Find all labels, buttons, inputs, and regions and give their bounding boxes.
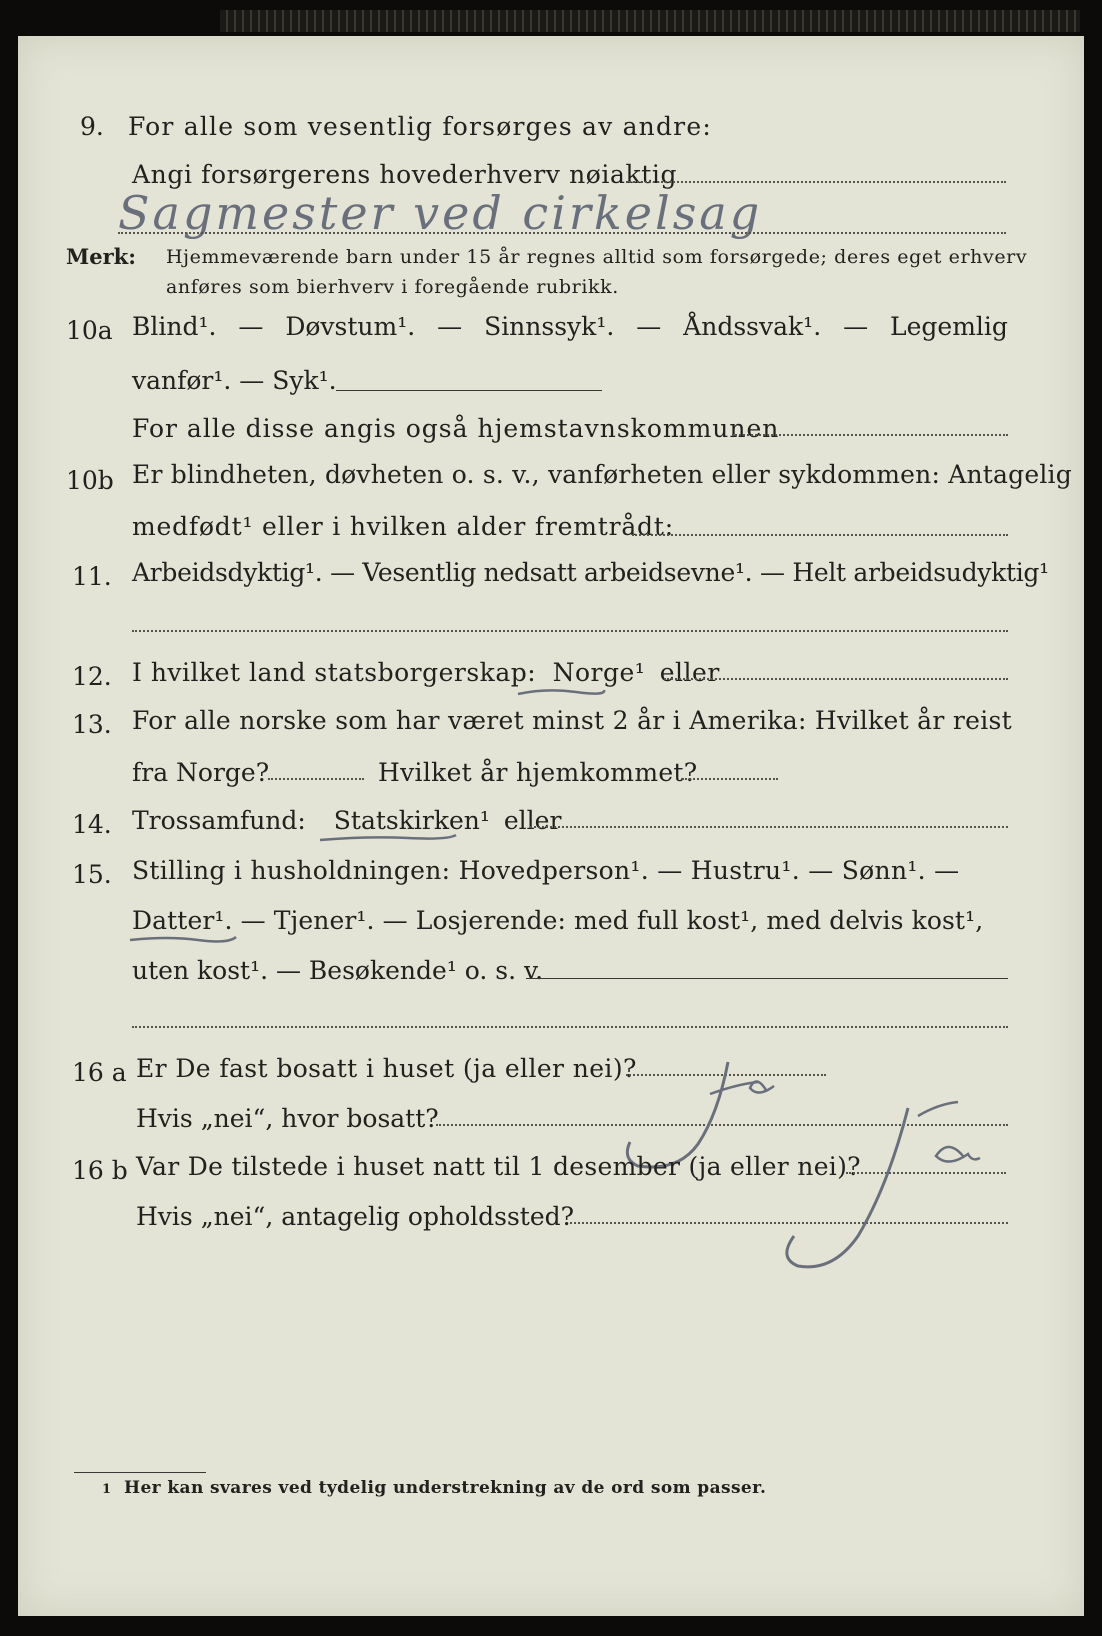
q10a-dash: — (843, 312, 869, 341)
q14-fill-line (530, 826, 1008, 828)
q10a-line1 (132, 312, 1008, 341)
q10a-dash: — (238, 312, 264, 341)
q9-line2: Angi forsørgerens hovederhverv nøiaktig (132, 160, 678, 189)
q11-line1: Arbeidsdyktig¹. — Vesentlig nedsatt arbeidsevne¹. — Helt arbeidsudyktig¹ (132, 558, 1049, 587)
q14-statskirken: Statskirken¹ (333, 806, 490, 835)
merk-label: Merk: (66, 244, 136, 269)
q10b-line1: Er blindheten, døvheten o. s. v., vanførheten eller sykdommen: Antagelig (132, 460, 1072, 489)
q16b-answer (918, 1146, 919, 1147)
q12-underline-mark (516, 686, 606, 698)
q12-fill-line (664, 678, 1008, 680)
q16a-line1: Er De fast bosatt i huset (ja eller nei)? (136, 1054, 637, 1083)
q12-number: 12. (72, 662, 112, 691)
census-form-page (18, 36, 1084, 1616)
q12-suffix: eller (659, 658, 720, 687)
q12-norge: Norge¹ (552, 658, 646, 687)
q13-line1: For alle norske som har været minst 2 år i Amerika: Hvilket år reist (132, 706, 1013, 735)
q10a-number: 10a (66, 316, 113, 345)
q15-line3: uten kost¹. — Besøkende¹ o. s. v. (132, 956, 544, 985)
page-top-edge (220, 10, 1080, 32)
q9-fill-line (626, 181, 1006, 183)
q10a-word: Legemlig (890, 312, 1008, 341)
q13-year-return-fill (682, 778, 778, 780)
q10a-dash: — (437, 312, 463, 341)
q15-line2-rest: — Tjener¹. — Losjerende: med full kost¹, med delvis kost¹, (240, 906, 984, 935)
q16b-number: 16 b (72, 1156, 128, 1185)
footnote-text: Her kan svares ved tydelig understrekning av de ord som passer. (124, 1478, 767, 1498)
q10a-line3: For alle disse angis også hjemstavnskommunen (132, 414, 780, 443)
q14-suffix: eller (503, 806, 562, 835)
q15-line1: Stilling i husholdningen: Hovedperson¹. — Hustru¹. — Sønn¹. — (132, 856, 960, 885)
q13-line2b: Hvilket år hjemkommet? (378, 758, 698, 787)
merk-line2: anføres som bierhverv i foregående rubrikk. (166, 276, 619, 298)
q12-prefix: I hvilket land statsborgerskap: (132, 658, 537, 687)
q10a-hometown-fill (732, 434, 1008, 436)
q10b-number: 10b (66, 466, 114, 495)
q10a-word: Sinnssyk¹. (484, 312, 615, 341)
q10a-line2: vanfør¹. — Syk¹. (132, 366, 337, 395)
q16a-number: 16 a (72, 1058, 127, 1087)
q16a-answer (738, 1048, 739, 1049)
merk-line1: Hjemmeværende barn under 15 år regnes alltid som forsørgede; deres eget erhverv (166, 246, 1028, 268)
q10b-fill-line (632, 534, 1008, 536)
q15-datter: Datter¹. (132, 906, 233, 935)
q10a-fill-line (336, 390, 602, 391)
q9-line1: For alle som vesentlig forsørges av andre: (128, 112, 712, 141)
q14-prefix: Trossamfund: (132, 806, 306, 835)
q15-line2 (132, 906, 983, 935)
q13-year-left-fill (268, 778, 364, 780)
q9-number: 9. (80, 112, 104, 141)
q10b-line2: medfødt¹ eller i hvilken alder fremtrådt: (132, 512, 674, 541)
q13-number: 13. (72, 710, 112, 739)
q12-line (132, 658, 720, 687)
q11-fill-line (132, 630, 1008, 632)
q10a-word: Døvstum¹. (285, 312, 416, 341)
q15-underline-mark (128, 932, 238, 946)
q10a-word: Åndssvak¹. (683, 312, 822, 341)
q9-handwritten-answer: Sagmester ved cirkelsag (118, 186, 763, 240)
q16b-line2: Hvis „nei“, antagelig opholdssted? (136, 1202, 575, 1231)
q16a-line2: Hvis „nei“, hvor bosatt? (136, 1104, 439, 1133)
q14-line (132, 806, 561, 835)
q16b-line1: Var De tilstede i huset natt til 1 desember (ja eller nei)? (136, 1152, 861, 1181)
q15-second-fill-line (132, 1026, 1008, 1028)
footnote-mark: 1 (102, 1482, 112, 1497)
q10a-word: Blind¹. (132, 312, 217, 341)
footnote-rule (74, 1472, 206, 1473)
q14-number: 14. (72, 810, 112, 839)
q15-number: 15. (72, 860, 112, 889)
q11-number: 11. (72, 562, 112, 591)
q13-line2a: fra Norge? (132, 758, 270, 787)
q15-fill-line (526, 978, 1008, 979)
q16b-handwritten-ja (758, 1096, 998, 1276)
q10a-dash: — (636, 312, 662, 341)
q14-underline-mark (318, 832, 458, 844)
q9-answer-line (118, 232, 1006, 234)
